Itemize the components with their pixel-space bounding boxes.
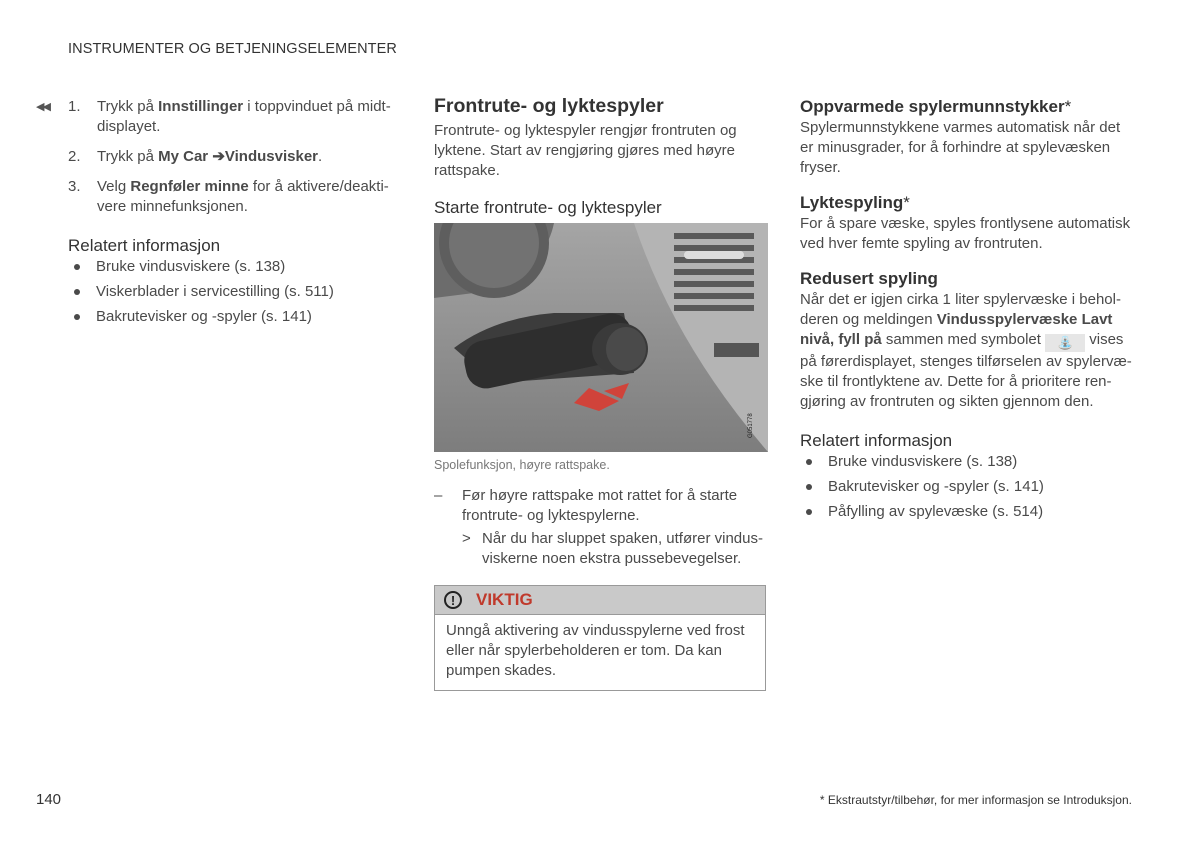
step-number: 2.	[68, 148, 81, 165]
action-text: Før høyre rattspake mot rattet for å starte frontrute- og lyktespylerne.	[462, 487, 738, 524]
figure-code: G051778	[748, 413, 754, 438]
related-title: Relatert informasjon	[68, 236, 221, 255]
step-text-post: .	[318, 148, 323, 165]
related-link[interactable]: Bakrutevisker og -spyler (s. 141)	[68, 307, 406, 327]
reduced-wash-title: Redusert spyling	[800, 269, 938, 288]
related-link[interactable]: Bruke vindusviskere (s. 138)	[800, 452, 1135, 472]
result-text: Når du har sluppet spaken, utfører vindus-viskerne noen ekstra pussebevegelser.	[482, 530, 763, 567]
related-list	[68, 257, 406, 327]
step-number: 3.	[68, 178, 81, 195]
page-header: INSTRUMENTER OG BETJENINGSELEMENTER	[68, 41, 397, 57]
stalk-figure	[434, 223, 768, 452]
step-text-post: i toppvinduet på midt-displayet.	[97, 98, 391, 135]
result-glyph: >	[462, 530, 471, 547]
section-heated-nozzles-title	[800, 96, 1135, 118]
intro-text: Frontrute- og lyktespyler rengjør frontruten og lyktene. Start av rengjøring gjøres med høyre rattspake.	[434, 122, 737, 179]
step-2	[36, 147, 406, 167]
step-3	[36, 177, 406, 217]
action-item	[434, 486, 768, 526]
reduced-wash-text	[800, 290, 1135, 412]
message-text: Vindusspylervæske Lavt nivå, fyll på	[800, 311, 1113, 348]
headlamp-wash-text: For å spare væske, spyles frontlysene automatisk ved hver femte spyling av frontruten.	[800, 215, 1131, 252]
headlamp-wash-title: Lyktespyling	[800, 193, 904, 212]
column-middle	[434, 94, 768, 691]
step-text-bold: Vindusvisker	[224, 148, 319, 165]
steering-stalk-illustration	[434, 223, 768, 452]
step-text-bold: Innstillinger	[158, 98, 244, 115]
section-headlamp-wash-title	[800, 192, 1135, 214]
related-title: Relatert informasjon	[800, 431, 953, 450]
step-text-bold: My Car	[158, 148, 209, 165]
reduced-wash-mid: sammen med symbolet	[881, 331, 1046, 348]
heated-nozzles-title: Oppvarmede spylermunnstykker	[800, 97, 1065, 116]
optional-star: *	[1064, 97, 1072, 116]
related-link[interactable]: Bruke vindusviskere (s. 138)	[68, 257, 406, 277]
important-title: VIKTIG	[476, 590, 533, 609]
important-text: Unngå aktivering av vindusspylerne ved frost eller når spylerbeholderen er tom. Da kan pumpen skades.	[446, 622, 745, 679]
step-1	[36, 97, 406, 137]
reduced-wash-pre: Når det er igjen cirka 1 liter spylervæske i behol-deren og meldingen	[800, 291, 1121, 328]
warning-icon: !	[444, 591, 462, 609]
subsection-title: Starte frontrute- og lyktespyler	[434, 198, 662, 217]
reduced-wash-post: vises på førerdisplayet, stenges tilførselen av spylervæ-ske til frontlyktene av. Dette for å prioritere ren-gjøring av frontruten og sikten gjennom den.	[800, 331, 1132, 410]
important-box	[434, 585, 766, 691]
column-left	[36, 97, 406, 332]
related-link[interactable]: Viskerblader i servicestilling (s. 511)	[68, 282, 406, 302]
footnote: * Ekstrautstyr/tilbehør, for mer informasjon se Introduksjon.	[819, 793, 1132, 807]
related-link[interactable]: Påfylling av spylevæske (s. 514)	[800, 502, 1135, 522]
step-text-bold: Regnføler minne	[130, 178, 249, 195]
step-text-post: for å aktivere/deakti-vere minnefunksjonen.	[97, 178, 389, 215]
step-text-pre: Trykk på	[97, 98, 159, 115]
related-section	[36, 235, 406, 327]
optional-star: *	[903, 193, 910, 212]
arrow-right-icon: ➔	[212, 148, 225, 165]
related-list	[800, 452, 1135, 522]
page-number: 140	[36, 791, 62, 808]
step-text-pre: Trykk på	[97, 148, 159, 165]
step-text-pre: Velg	[97, 178, 131, 195]
step-number: 1.	[68, 98, 81, 115]
dash-glyph: –	[434, 487, 443, 504]
heated-nozzles-text: Spylermunnstykkene varmes automatisk når det er minusgrader, for å forhindre at spylevæsken fryser.	[800, 119, 1121, 176]
washer-fluid-icon: ⛲	[1045, 334, 1085, 352]
column-right	[800, 96, 1135, 527]
related-link[interactable]: Bakrutevisker og -spyler (s. 141)	[800, 477, 1135, 497]
back-arrows-icon[interactable]: ◀◀	[36, 101, 49, 113]
figure-caption: Spolefunksjon, høyre rattspake.	[434, 458, 610, 472]
section-title: Frontrute- og lyktespyler	[434, 95, 664, 117]
important-header	[435, 586, 765, 615]
result-item	[434, 529, 768, 569]
